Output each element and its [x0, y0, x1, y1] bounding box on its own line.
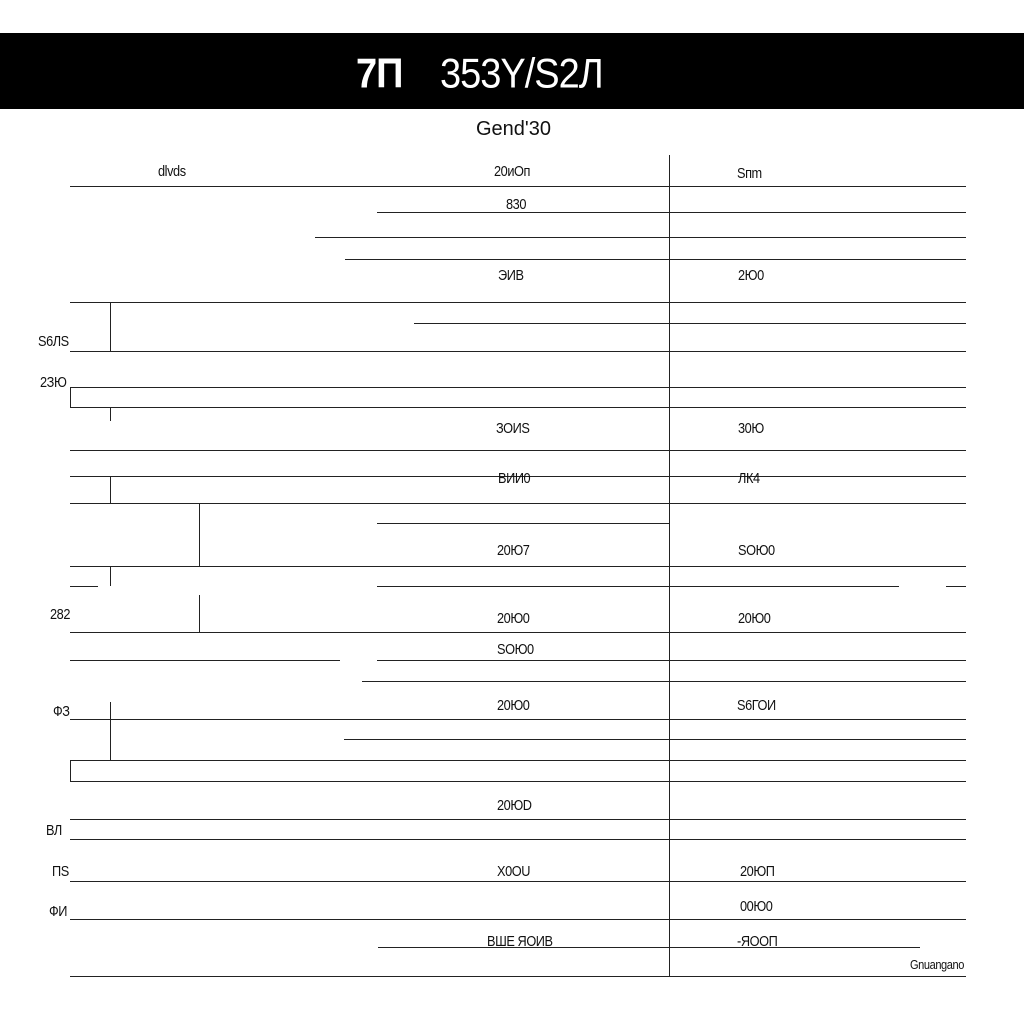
row-line [344, 739, 966, 740]
row-bracket [110, 302, 111, 351]
row-bracket [110, 476, 111, 503]
table-cell: ЛК4 [738, 470, 760, 487]
row-line [377, 212, 966, 213]
table-subtitle: Gend'30 [476, 118, 551, 140]
row-line [70, 976, 966, 977]
table-cell: X0OU [497, 863, 531, 880]
row-line [70, 302, 966, 303]
row-bracket [110, 566, 111, 586]
table-cell: ВИИ0 [498, 470, 531, 487]
table-cell: ЗОИS [496, 420, 530, 437]
table-cell: 20Ю0 [497, 610, 530, 627]
side-label: ФЗ [53, 703, 70, 720]
row-line [70, 881, 966, 882]
row-line [377, 660, 966, 661]
row-line [70, 839, 966, 840]
column-header: Sпm [737, 165, 762, 182]
footer-note: Gnuangano [910, 957, 964, 972]
header-number: 7П [356, 51, 403, 98]
table-cell: 2Ю0 [738, 267, 764, 284]
table-cell: 20Ю0 [738, 610, 771, 627]
row-line [70, 387, 966, 388]
row-bracket [110, 407, 111, 421]
row-line [70, 566, 966, 567]
row-line [70, 186, 966, 187]
row-line [70, 660, 340, 661]
row-line [70, 760, 966, 761]
row-line [70, 586, 98, 587]
side-label: S6ЛS [38, 333, 69, 350]
side-label: 2ЗЮ [40, 374, 67, 391]
row-line [414, 323, 966, 324]
table-cell: SОЮ0 [738, 542, 775, 559]
table-cell: 30Ю [738, 420, 764, 437]
row-line [70, 919, 966, 920]
column-header: 20иОп [494, 163, 531, 180]
table-cell: ВШЕ ЯОИВ [487, 933, 553, 950]
table-cell: -ЯООП [737, 933, 778, 950]
row-line [70, 632, 966, 633]
row-bracket [70, 387, 71, 407]
row-line [362, 681, 966, 682]
table-cell: 20Ю0 [497, 697, 530, 714]
row-bracket [70, 760, 71, 781]
column-header: dlvds [158, 163, 186, 180]
table-cell: ЭИВ [498, 267, 524, 284]
side-label: ФИ [49, 903, 68, 920]
side-label: ВЛ [46, 822, 62, 839]
row-line [70, 450, 966, 451]
table-cell: SОЮ0 [497, 641, 534, 658]
row-line [377, 586, 899, 587]
row-line [345, 259, 966, 260]
row-line [70, 503, 966, 504]
row-line [377, 523, 669, 524]
row-bracket [199, 595, 200, 632]
table-cell: S6ГОИ [737, 697, 776, 714]
row-line [946, 586, 966, 587]
table-cell: 20ЮD [497, 797, 532, 814]
table-cell: 20Ю7 [497, 542, 530, 559]
row-line [315, 237, 966, 238]
table-cell: 20ЮП [740, 863, 775, 880]
side-label: ПS [52, 863, 69, 880]
row-line [70, 819, 966, 820]
table-cell: 830 [506, 196, 527, 213]
row-line [70, 781, 966, 782]
row-line [70, 407, 966, 408]
row-line [70, 351, 966, 352]
header-bar [0, 33, 1024, 109]
side-label: 282 [50, 606, 71, 623]
row-line [378, 947, 920, 948]
header-title: 353Y/S2Л [440, 51, 603, 98]
row-line [70, 719, 966, 720]
row-bracket [199, 503, 200, 566]
table-cell: 00Ю0 [740, 898, 773, 915]
row-bracket [110, 702, 111, 760]
